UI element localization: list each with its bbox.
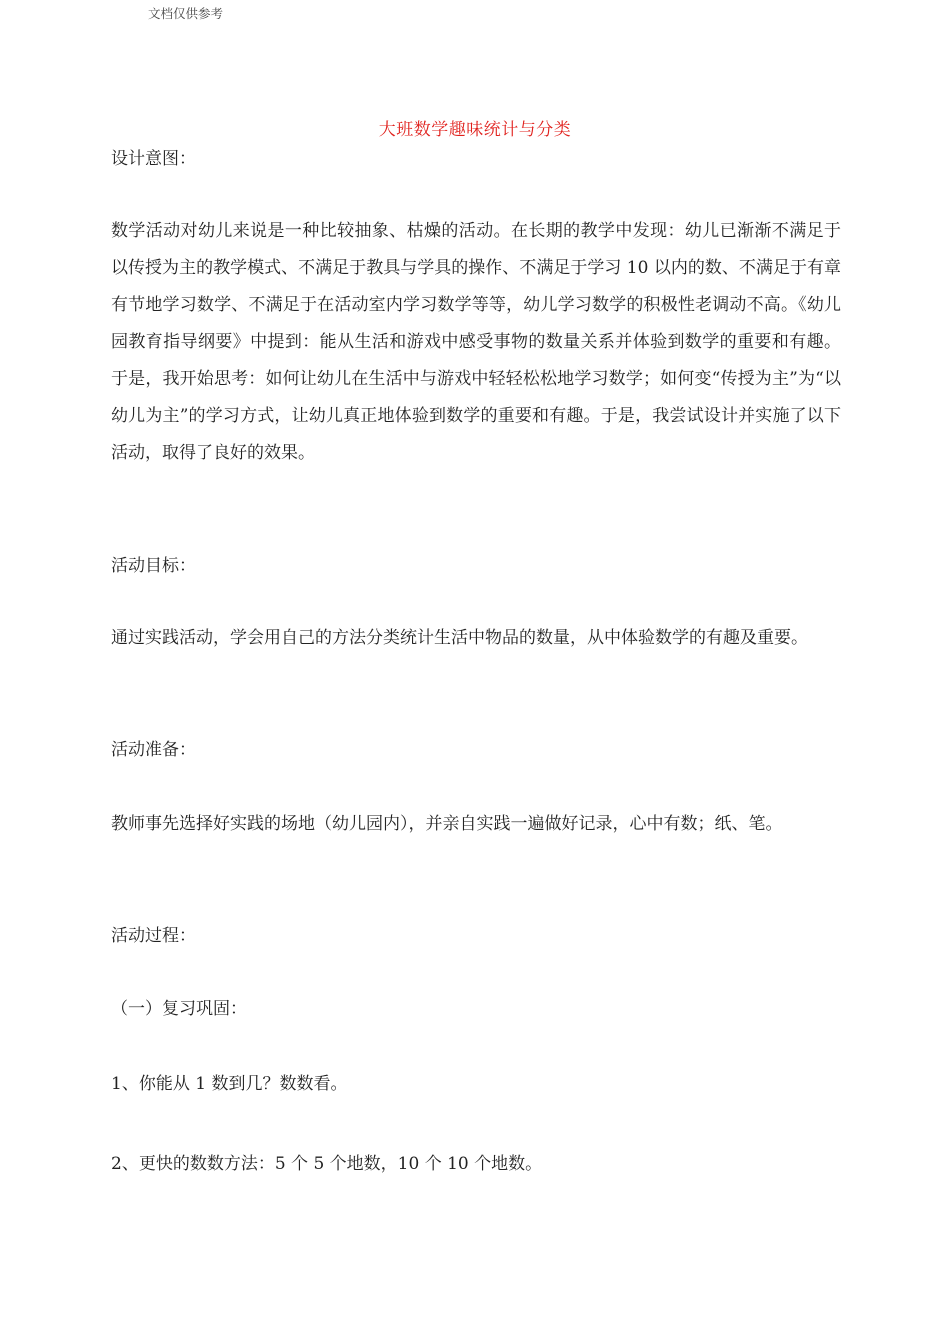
step-one: 1、你能从 1 数到几？数数看。 (111, 1074, 348, 1094)
prep-heading: 活动准备： (111, 740, 196, 760)
goal-paragraph: 通过实践活动，学会用自己的方法分类统计生活中物品的数量，从中体验数学的有趣及重要。 (111, 628, 808, 648)
review-heading: （一）复习巩固： (111, 999, 247, 1019)
header-note: 文档仅供参考 (148, 6, 224, 21)
document-title: 大班数学趣味统计与分类 (378, 120, 572, 140)
goal-heading: 活动目标： (111, 556, 196, 576)
intent-heading: 设计意图： (111, 149, 196, 169)
step-two: 2、更快的数数方法：5 个 5 个地数，10 个 10 个地数。 (111, 1154, 543, 1174)
prep-paragraph: 教师事先选择好实践的场地（幼儿园内），并亲自实践一遍做好记录，心中有数；纸、笔。 (111, 814, 783, 834)
process-heading: 活动过程： (111, 926, 196, 946)
intent-paragraph: 数学活动对幼儿来说是一种比较抽象、枯燥的活动。在长期的教学中发现：幼儿已渐渐不满足于以传授为主的教学模式、不满足于教具与学具的操作、不满足于学习 10 以内的数、不满足于有章有节地学习数学、不满足于在活动室内学习数学等等，幼儿学习数学的积极性老调动不高。《幼儿园教育指导纲要》中提到：能从生活和游戏中感受事物的数量关系并体验到数学的重要和有趣。于是，我开始思考：如何让幼儿在生活中与游戏中轻轻松松地学习数学；如何变“传授为主”为“以幼儿为主”的学习方式，让幼儿真正地体验到数学的重要和有趣。于是，我尝试设计并实施了以下活动，取得了良好的效果。 (111, 221, 841, 463)
